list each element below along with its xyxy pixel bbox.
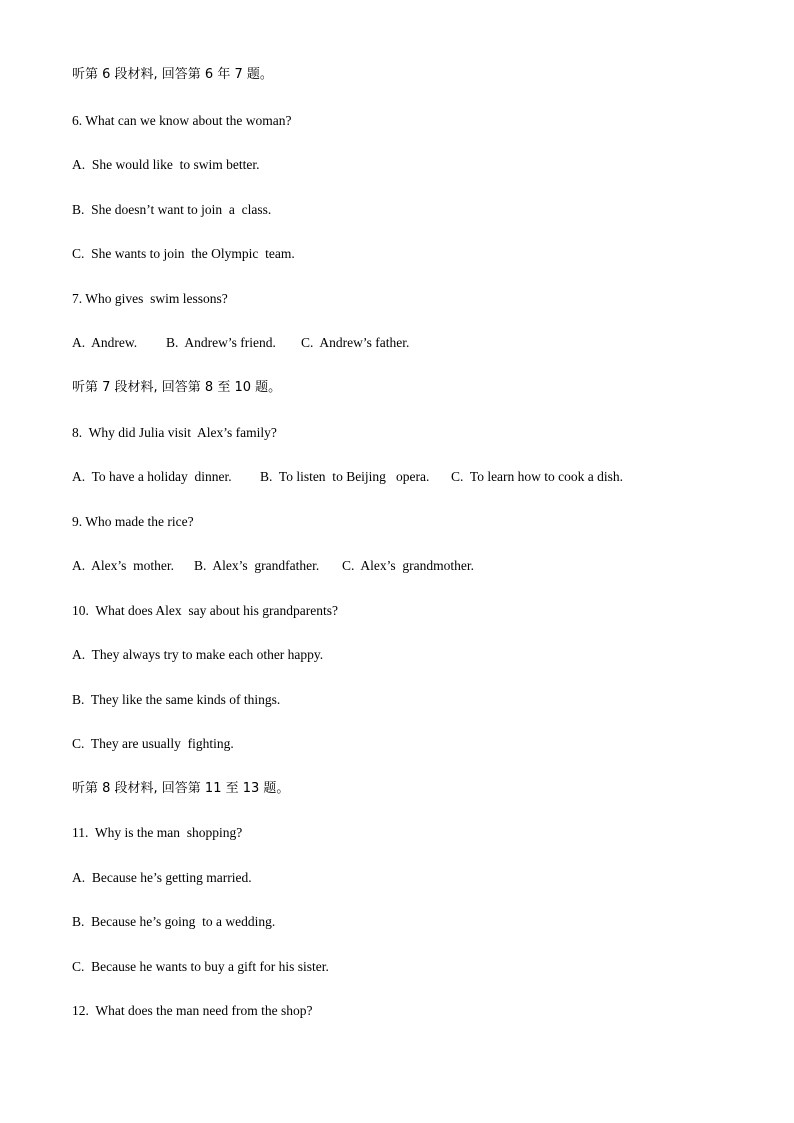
question-6-option-c: C. She wants to join the Olympic team.	[72, 246, 295, 261]
question-7: 7. Who gives swim lessons?	[72, 291, 228, 306]
question-6-option-a: A. She would like to swim better.	[72, 157, 260, 172]
question-8-option-c: C. To learn how to cook a dish.	[451, 469, 624, 484]
question-8-option-a: A. To have a holiday dinner.	[72, 469, 232, 484]
question-11-option-b: B. Because he’s going to a wedding.	[72, 914, 276, 929]
section-7-heading: 听第 7 段材料, 回答第 8 至 10 题。	[72, 380, 282, 395]
question-10: 10. What does Alex say about his grandparents?	[72, 603, 338, 618]
question-8-option-b: B. To listen to Beijing opera.	[260, 469, 430, 484]
question-7-option-a: A. Andrew.	[72, 335, 138, 350]
question-10-option-a: A. They always try to make each other happy.	[72, 647, 324, 662]
question-10-option-b: B. They like the same kinds of things.	[72, 692, 281, 707]
section-6-heading: 听第 6 段材料, 回答第 6 年 7 题。	[72, 67, 273, 82]
question-9-option-b: B. Alex’s grandfather.	[194, 558, 320, 573]
question-7-option-c: C. Andrew’s father.	[301, 335, 410, 350]
question-9-option-c: C. Alex’s grandmother.	[342, 558, 474, 573]
question-7-option-b: B. Andrew’s friend.	[166, 335, 276, 350]
section-8-heading: 听第 8 段材料, 回答第 11 至 13 题。	[72, 781, 290, 796]
question-10-option-c: C. They are usually fighting.	[72, 736, 234, 751]
question-8: 8. Why did Julia visit Alex’s family?	[72, 425, 277, 440]
question-6-option-b: B. She doesn’t want to join a class.	[72, 202, 272, 217]
question-11-option-a: A. Because he’s getting married.	[72, 870, 252, 885]
question-6: 6. What can we know about the woman?	[72, 113, 292, 128]
question-9-option-a: A. Alex’s mother.	[72, 558, 174, 573]
question-11-option-c: C. Because he wants to buy a gift for his sister.	[72, 959, 329, 974]
question-11: 11. Why is the man shopping?	[72, 825, 243, 840]
question-9: 9. Who made the rice?	[72, 514, 194, 529]
question-12: 12. What does the man need from the shop?	[72, 1003, 313, 1018]
